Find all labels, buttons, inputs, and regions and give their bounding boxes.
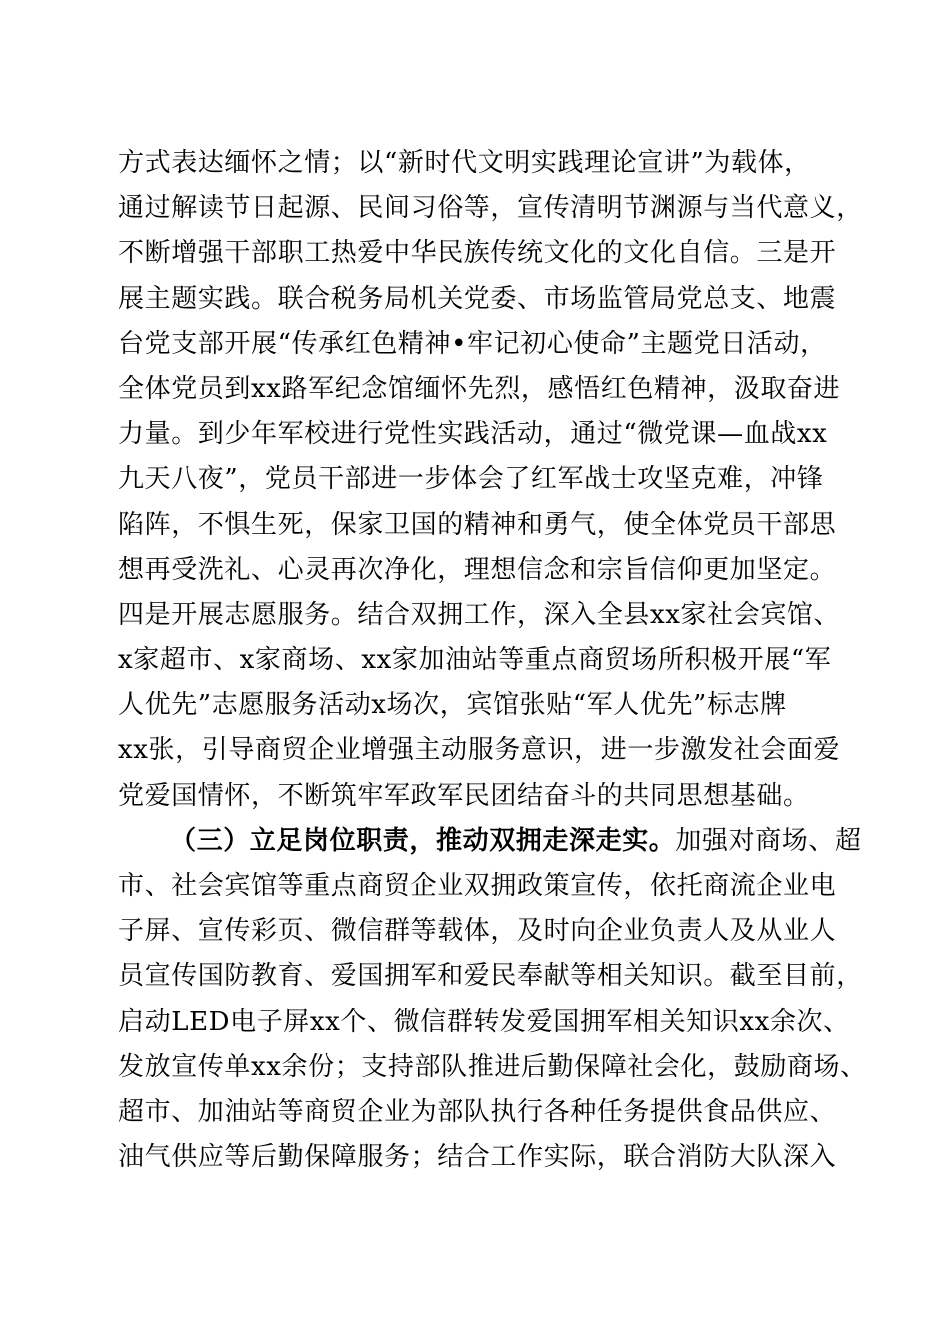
paragraph-line: 市、社会宾馆等重点商贸企业双拥政策宣传，依托商流企业电 — [118, 871, 837, 901]
section-3-first-line — [118, 819, 862, 864]
paragraph-line: 九天八夜”，党员干部进一步体会了红军战士攻坚克难，冲锋 — [118, 464, 824, 495]
paragraph-line: 台党支部开展“传承红色精神•牢记初心使命”主题党日活动， — [118, 328, 827, 359]
paragraph-line: 力量。到少年军校进行党性实践活动，通过“微党课—血战xx — [118, 419, 828, 450]
paragraph-line: 人优先”志愿服务活动x场次，宾馆张贴“军人优先”标志牌 — [118, 690, 787, 721]
section-3-heading: （三）立足岗位职责，推动双拥走深走实。 — [170, 825, 676, 856]
body-text — [118, 141, 867, 1180]
paragraph-line: x家超市、x家商场、xx家加油站等重点商贸场所积极开展“军 — [118, 645, 832, 676]
paragraph-line: 想再受洗礼、心灵再次净化，理想信念和宗旨信仰更加坚定。 — [118, 554, 837, 585]
paragraph-line: 启动LED电子屏xx个、微信群转发爱国拥军相关知识xx余次、 — [118, 1006, 850, 1037]
section-3-first-line-text: 加强对商场、超 — [675, 825, 862, 856]
paragraph-line: 四是开展志愿服务。结合双拥工作，深入全县xx家社会宾馆、 — [118, 599, 841, 630]
paragraph-line: 陷阵，不惧生死，保家卫国的精神和勇气，使全体党员干部思 — [118, 509, 837, 540]
paragraph-line: 油气供应等后勤保障服务；结合工作实际，联合消防大队深入 — [118, 1142, 837, 1173]
paragraph-line: 通过解读节日起源、民间习俗等，宣传清明节渊源与当代意义， — [118, 193, 863, 224]
paragraph-line: 超市、加油站等商贸企业为部队执行各种任务提供食品供应、 — [118, 1096, 837, 1127]
paragraph-line: 方式表达缅怀之情；以“新时代文明实践理论宣讲”为载体， — [118, 148, 811, 178]
paragraph-line: xx张，引导商贸企业增强主动服务意识，进一步激发社会面爱 — [118, 735, 841, 766]
paragraph-line: 全体党员到xx路军纪念馆缅怀先烈，感悟红色精神，汲取奋进 — [118, 373, 841, 404]
paragraph-line: 发放宣传单xx余份；支持部队推进后勤保障社会化，鼓励商场、 — [118, 1051, 867, 1082]
paragraph-line: 不断增强干部职工热爱中华民族传统文化的文化自信。三是开 — [118, 238, 837, 269]
paragraph-line: 党爱国情怀，不断筑牢军政军民团结奋斗的共同思想基础。 — [118, 780, 810, 811]
paragraph-line: 子屏、宣传彩页、微信群等载体，及时向企业负责人及从业人 — [118, 916, 837, 947]
paragraph-line: 员宣传国防教育、爱国拥军和爱民奉献等相关知识。截至目前， — [118, 961, 863, 992]
paragraph-line: 展主题实践。联合税务局机关党委、市场监管局党总支、地震 — [118, 283, 837, 314]
